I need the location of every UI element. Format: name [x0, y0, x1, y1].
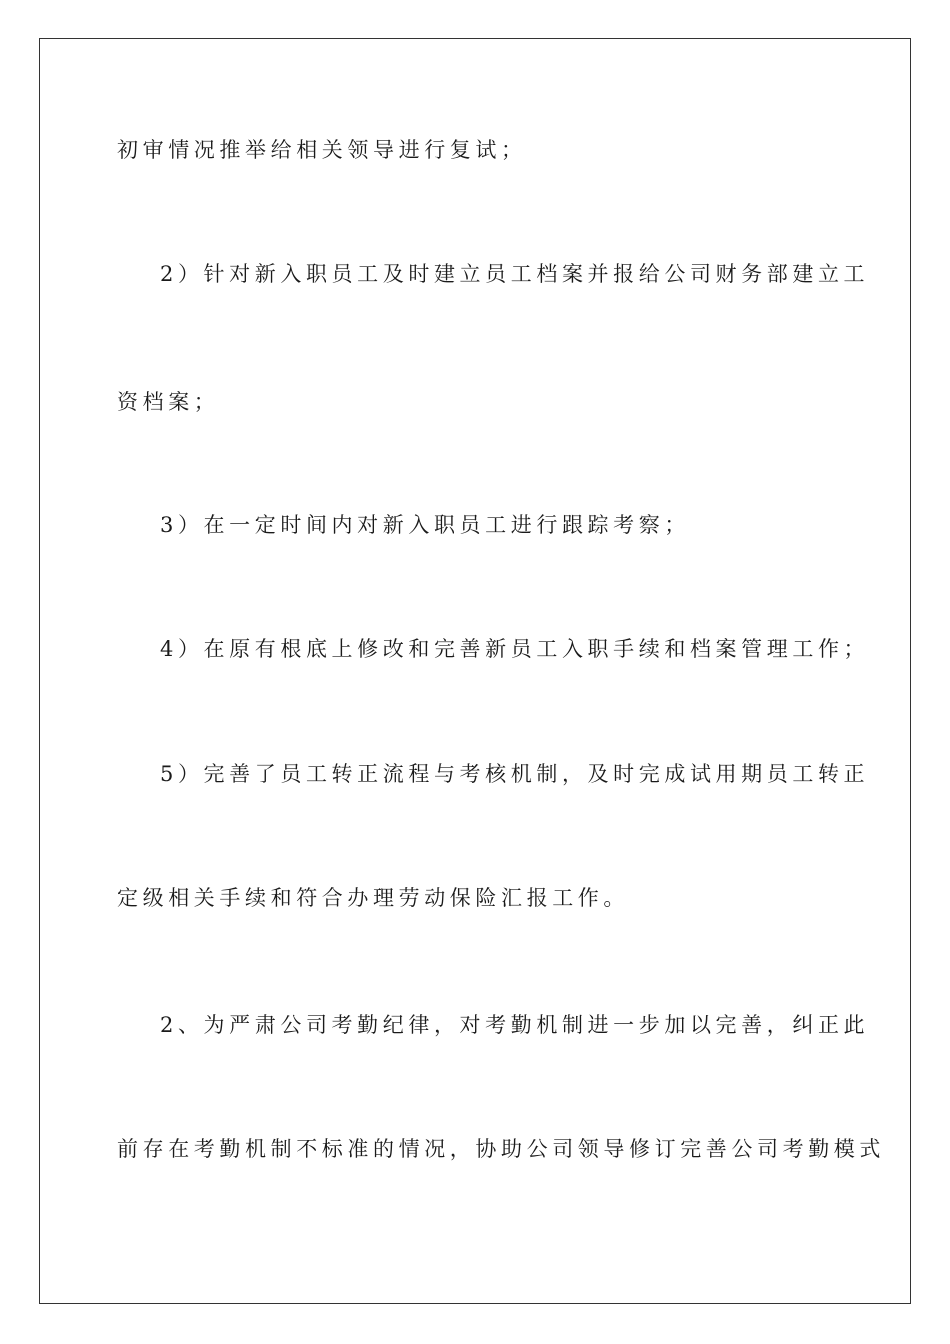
text-line-4: 3）在一定时间内对新入职员工进行跟踪考察； — [160, 513, 690, 537]
text-line-9: 前存在考勤机制不标准的情况，协助公司领导修订完善公司考勤模式 — [117, 1137, 885, 1161]
text-line-5: 4）在原有根底上修改和完善新员工入职手续和档案管理工作； — [160, 637, 870, 661]
page-border — [39, 38, 911, 1304]
text-line-7: 定级相关手续和符合办理劳动保险汇报工作。 — [117, 886, 629, 910]
text-line-1: 初审情况推举给相关领导进行复试； — [117, 138, 527, 162]
text-line-6: 5）完善了员工转正流程与考核机制，及时完成试用期员工转正 — [160, 762, 870, 786]
text-line-2: 2）针对新入职员工及时建立员工档案并报给公司财务部建立工 — [160, 262, 870, 286]
text-line-3: 资档案； — [117, 390, 220, 414]
text-line-8: 2、为严肃公司考勤纪律，对考勤机制进一步加以完善，纠正此 — [160, 1013, 870, 1037]
